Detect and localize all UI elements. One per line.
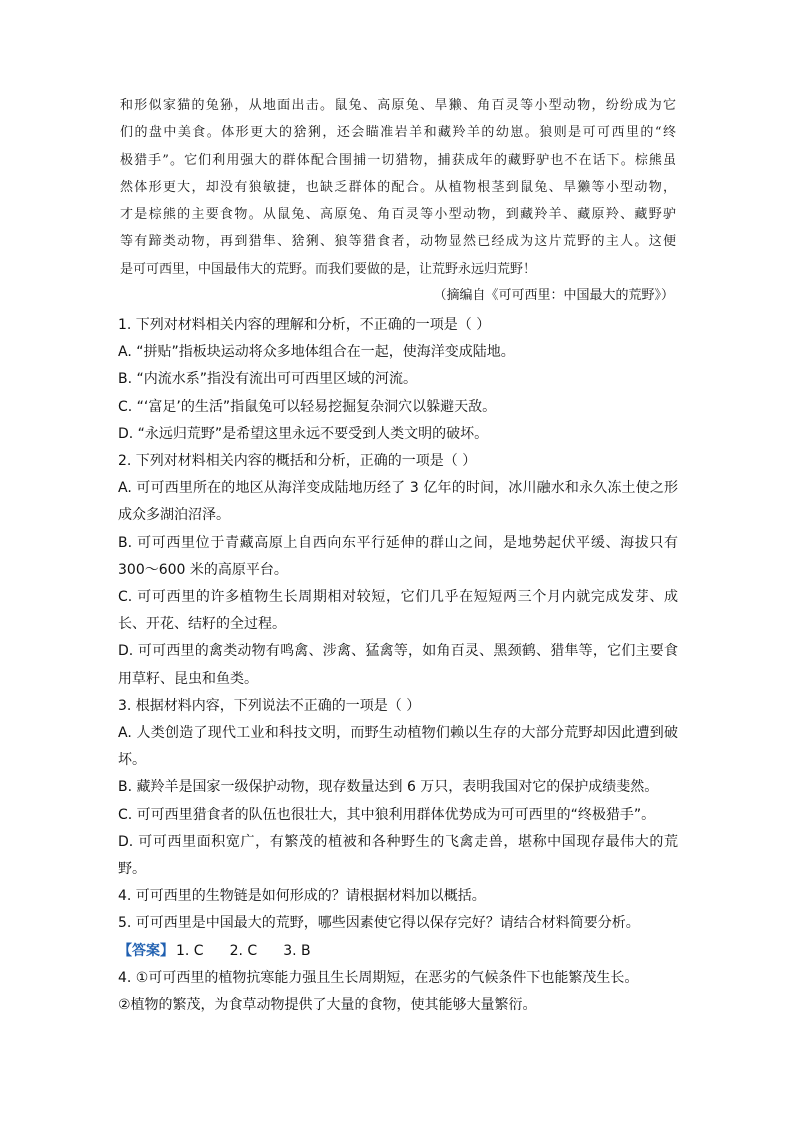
passage-line: 们的盘中美食。体形更大的猞猁，还会瞄准岩羊和藏羚羊的幼崽。狼则是可可西里的“终 — [120, 125, 676, 141]
question-option-continued: 野。 — [118, 861, 146, 878]
question-option-continued: 用草籽、昆虫和鱼类。 — [118, 670, 258, 687]
passage-line: 才是棕熊的主要食物。从鼠兔、高原兔、角百灵等小型动物，到藏羚羊、藏原羚、藏野驴 — [120, 207, 676, 223]
question-option-continued: 长、开花、结籽的全过程。 — [118, 616, 286, 633]
question-option: D. 可可西里面积宽广，有繁茂的植被和各种野生的飞禽走兽，堪称中国现存最伟大的荒 — [118, 833, 678, 850]
question-option-continued: 300～600 米的高原平台。 — [118, 561, 288, 578]
question-option: C. 可可西里的许多植物生长周期相对较短，它们几乎在短短两三个月内就完成发芽、成 — [118, 589, 678, 606]
question-option: B. “内流水系”指没有流出可可西里区域的河流。 — [118, 371, 418, 388]
answer-label: 【答案】 — [118, 942, 174, 959]
passage-source: （摘编自《可可西里：中国最大的荒野》） — [433, 288, 674, 303]
question-stem: 2. 下列对材料相关内容的概括和分析，正确的一项是（ ） — [118, 453, 477, 470]
passage-line: 然体形更大，却没有狼敏捷，也缺乏群体的配合。从植物根茎到鼠兔、旱獭等小型动物， — [120, 179, 676, 195]
question-stem: 4. 可可西里的生物链是如何形成的？请根据材料加以概括。 — [118, 888, 486, 905]
question-option: A. 可可西里所在的地区从海洋变成陆地历经了 3 亿年的时间，冰川融水和永久冻土使之形 — [118, 480, 678, 497]
question-stem: 1. 下列对材料相关内容的理解和分析，不正确的一项是（ ） — [118, 317, 491, 333]
answer-value: 2. C — [229, 942, 258, 959]
question-option: D. “永远归荒野”是希望这里永远不要受到人类文明的破坏。 — [118, 425, 489, 442]
question-option: A. “拼贴”指板块运动将众多地体组合在一起，使海洋变成陆地。 — [118, 344, 515, 361]
question-option: D. 可可西里的禽类动物有鸣禽、涉禽、猛禽等，如角百灵、黑颈鹤、猎隼等，它们主要食 — [118, 643, 678, 660]
question-option-continued: 成众多湖泊沼泽。 — [118, 507, 230, 524]
answer-value: 3. B — [283, 942, 311, 959]
answer-value: 1. C — [176, 942, 204, 959]
passage-line: 是可可西里，中国最伟大的荒野。而我们要做的是，让荒野永远归荒野！ — [120, 261, 537, 277]
question-option-continued: 坏。 — [118, 752, 146, 769]
answer-line: ②植物的繁茂，为食草动物提供了大量的食物，使其能够大量繁衍。 — [118, 997, 537, 1014]
passage-line: 等有蹄类动物，再到猎隼、猞猁、狼等猎食者，动物显然已经成为这片荒野的主人。这便 — [120, 234, 676, 250]
question-stem: 5. 可可西里是中国最大的荒野，哪些因素使它得以保存完好？请结合材料简要分析。 — [118, 915, 640, 932]
passage-line: 极猎手”。它们利用强大的群体配合围捕一切猎物，捕获成年的藏野驴也不在话下。棕熊虽 — [120, 152, 676, 168]
question-option: C. “‘富足’的生活”指鼠兔可以轻易挖掘复杂洞穴以躲避天敌。 — [118, 398, 497, 415]
passage-line: 和形似家猫的兔狲，从地面出击。鼠兔、高原兔、旱獭、角百灵等小型动物，纷纷成为它 — [120, 98, 676, 113]
question-option: B. 可可西里位于青藏高原上自西向东平行延伸的群山之间，是地势起伏平缓、海拔只有 — [118, 534, 678, 551]
answer-row — [118, 938, 678, 965]
question-option: B. 藏羚羊是国家一级保护动物，现存数量达到 6 万只，表明我国对它的保护成绩斐然。 — [118, 779, 659, 796]
questions-section — [118, 312, 678, 1019]
answer-line: 4. ①可可西里的植物抗寒能力强且生长周期短，在恶劣的气候条件下也能繁茂生长。 — [118, 969, 639, 986]
question-stem: 3. 根据材料内容，下列说法不正确的一项是（ ） — [118, 697, 421, 714]
reading-passage — [120, 92, 676, 283]
question-option: C. 可可西里猎食者的队伍也很壮大，其中狼利用群体优势成为可可西里的“终极猎手”。 — [118, 806, 656, 823]
question-option: A. 人类创造了现代工业和科技文明，而野生动植物们赖以生存的大部分荒野却因此遭到破 — [118, 725, 678, 742]
